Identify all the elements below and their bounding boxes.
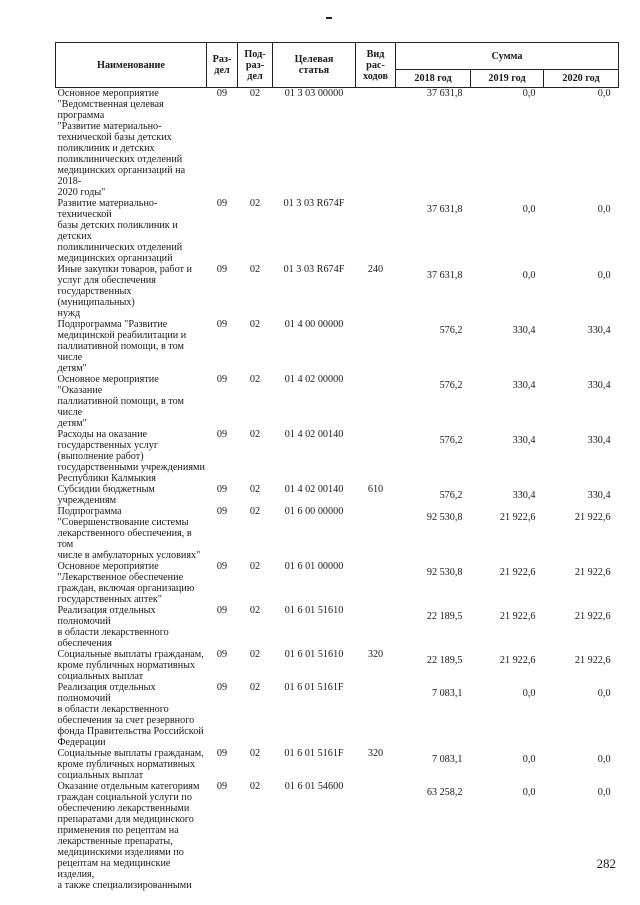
table-row xyxy=(56,319,619,374)
row-target-article: 01 6 01 54600 xyxy=(284,781,344,792)
row-subsection: 02 xyxy=(249,484,261,495)
row-section: 09 xyxy=(216,682,228,693)
row-target-article: 01 6 01 00000 xyxy=(284,561,344,572)
row-sum-2019: 0,0 xyxy=(522,754,536,765)
row-sum-2018: 37 631,8 xyxy=(426,204,463,215)
header-sum: Сумма xyxy=(396,43,619,70)
row-target-article: 01 6 01 51610 xyxy=(284,605,344,616)
row-name: Социальные выплаты гражданам, кроме публичных нормативных социальных выплат xyxy=(57,748,204,781)
row-name: Субсидии бюджетным учреждениям xyxy=(57,484,155,506)
row-section: 09 xyxy=(216,748,228,759)
row-name: Подпрограмма "Совершенствование системы лекарственного обеспечения, в том числе в амбулаторных условиях" xyxy=(57,506,201,561)
row-sum-2018: 576,2 xyxy=(439,490,463,501)
row-expense-type xyxy=(356,198,396,264)
row-target-article: 01 3 03 00000 xyxy=(284,88,344,99)
row-expense-type xyxy=(356,682,396,748)
table-row xyxy=(56,88,619,199)
header-year-2018: 2018 год xyxy=(396,70,471,88)
row-sum-2020: 21 922,6 xyxy=(574,655,611,666)
row-sum-2020: 21 922,6 xyxy=(574,611,611,622)
row-name: Основное мероприятие "Ведомственная целевая программа "Развитие материально- технической базы детских поликлиник и детских поликлинических отделений медицинских организаций на 2018- 2020 годы" xyxy=(57,88,186,198)
row-sum-2020: 330,4 xyxy=(587,435,611,446)
row-section: 09 xyxy=(216,319,228,330)
row-section: 09 xyxy=(216,264,228,275)
row-sum-2019: 0,0 xyxy=(522,88,536,99)
header-expense-type: Вид рас- ходов xyxy=(356,43,396,88)
row-name: Основное мероприятие "Оказание паллиативной помощи, в том числе детям" xyxy=(57,374,185,429)
row-section: 09 xyxy=(216,649,228,660)
row-sum-2019: 0,0 xyxy=(522,270,536,281)
table-row xyxy=(56,605,619,649)
row-subsection: 02 xyxy=(249,506,261,517)
row-sum-2018: 92 530,8 xyxy=(426,512,463,523)
row-target-article: 01 4 00 00000 xyxy=(284,319,344,330)
row-section: 09 xyxy=(216,605,228,616)
table-row xyxy=(56,649,619,682)
row-target-article: 01 4 02 00140 xyxy=(284,484,344,495)
header-dash-mark xyxy=(326,17,332,19)
row-section: 09 xyxy=(216,374,228,385)
row-section: 09 xyxy=(216,561,228,572)
row-expense-type xyxy=(356,374,396,429)
row-target-article: 01 6 01 5161F xyxy=(284,682,344,693)
row-sum-2020: 0,0 xyxy=(597,204,611,215)
row-sum-2018: 37 631,8 xyxy=(426,88,463,99)
row-name: Оказание отдельным категориям граждан социальной услуги по обеспечению лекарственными препаратами для медицинского применения по рецептам на лекарственные препараты, медицинскими изделиями по рецептам на медицинские изделия, а также специализированными xyxy=(57,781,200,891)
row-sum-2019: 21 922,6 xyxy=(499,512,536,523)
row-name: Подпрограмма "Развитие медицинской реабилитации и паллиативной помощи, в том числе детям" xyxy=(57,319,187,374)
row-subsection: 02 xyxy=(249,781,261,792)
row-sum-2019: 330,4 xyxy=(512,435,536,446)
row-section: 09 xyxy=(216,484,228,495)
row-sum-2020: 0,0 xyxy=(597,270,611,281)
row-subsection: 02 xyxy=(249,319,261,330)
row-sum-2018: 7 083,1 xyxy=(431,754,463,765)
row-expense-type: 610 xyxy=(367,484,384,495)
row-sum-2020: 0,0 xyxy=(597,688,611,699)
table-row xyxy=(56,506,619,561)
row-target-article: 01 6 01 5161F xyxy=(284,748,344,759)
row-sum-2020: 0,0 xyxy=(597,88,611,99)
row-sum-2019: 330,4 xyxy=(512,325,536,336)
row-sum-2019: 21 922,6 xyxy=(499,655,536,666)
table-row xyxy=(56,748,619,781)
header-podrazdel: Под- раз- дел xyxy=(238,43,273,88)
row-section: 09 xyxy=(216,429,228,440)
row-sum-2018: 92 530,8 xyxy=(426,567,463,578)
row-subsection: 02 xyxy=(249,88,261,99)
row-expense-type: 320 xyxy=(367,649,384,660)
table-row xyxy=(56,429,619,484)
page-number: 282 xyxy=(596,856,616,871)
row-sum-2020: 330,4 xyxy=(587,380,611,391)
row-target-article: 01 6 00 00000 xyxy=(284,506,344,517)
budget-table xyxy=(55,42,619,891)
row-target-article: 01 6 01 51610 xyxy=(284,649,344,660)
table-row xyxy=(56,198,619,264)
row-target-article: 01 3 03 R674F xyxy=(283,198,345,209)
header-razdel: Раз- дел xyxy=(207,43,238,88)
row-name: Основное мероприятие "Лекарственное обеспечение граждан, включая организацию государственных аптек" xyxy=(57,561,195,605)
row-name: Расходы на оказание государственных услуг (выполнение работ) государственными учреждениями Республики Калмыкия xyxy=(57,429,205,484)
row-sum-2018: 22 189,5 xyxy=(426,655,463,666)
table-row xyxy=(56,682,619,748)
table-row xyxy=(56,374,619,429)
row-subsection: 02 xyxy=(249,374,261,385)
row-expense-type xyxy=(356,429,396,484)
row-sum-2018: 63 258,2 xyxy=(426,787,463,798)
row-target-article: 01 4 02 00140 xyxy=(284,429,344,440)
row-name: Реализация отдельных полномочий в области лекарственного обеспечения xyxy=(57,605,169,649)
row-sum-2019: 330,4 xyxy=(512,380,536,391)
header-name: Наименование xyxy=(56,43,207,88)
row-name: Реализация отдельных полномочий в области лекарственного обеспечения за счет резервного фонда Правительства Российской Федерации xyxy=(57,682,204,748)
row-expense-type xyxy=(356,561,396,605)
row-sum-2020: 0,0 xyxy=(597,754,611,765)
row-expense-type: 240 xyxy=(367,264,384,275)
header-year-2020: 2020 год xyxy=(544,70,619,88)
row-expense-type xyxy=(356,88,396,199)
row-section: 09 xyxy=(216,781,228,792)
row-target-article: 01 4 02 00000 xyxy=(284,374,344,385)
row-subsection: 02 xyxy=(249,561,261,572)
table-row xyxy=(56,781,619,891)
row-subsection: 02 xyxy=(249,748,261,759)
row-expense-type: 320 xyxy=(367,748,384,759)
row-name: Иные закупки товаров, работ и услуг для обеспечения государственных (муниципальных) нужд xyxy=(57,264,192,319)
row-section: 09 xyxy=(216,506,228,517)
row-sum-2019: 0,0 xyxy=(522,688,536,699)
table-header xyxy=(56,43,619,88)
row-sum-2018: 576,2 xyxy=(439,325,463,336)
table-row xyxy=(56,561,619,605)
table-row xyxy=(56,484,619,506)
row-sum-2020: 330,4 xyxy=(587,490,611,501)
table-body xyxy=(56,88,619,892)
row-subsection: 02 xyxy=(249,429,261,440)
header-target-article: Целевая статья xyxy=(273,43,356,88)
row-sum-2020: 21 922,6 xyxy=(574,567,611,578)
row-sum-2020: 330,4 xyxy=(587,325,611,336)
row-sum-2018: 37 631,8 xyxy=(426,270,463,281)
row-name: Развитие материально-технической базы детских поликлиник и детских поликлинических отделений медицинских организаций xyxy=(57,198,183,264)
row-subsection: 02 xyxy=(249,682,261,693)
header-year-2019: 2019 год xyxy=(471,70,544,88)
row-expense-type xyxy=(356,605,396,649)
row-sum-2019: 21 922,6 xyxy=(499,611,536,622)
row-sum-2019: 0,0 xyxy=(522,787,536,798)
row-sum-2018: 576,2 xyxy=(439,380,463,391)
row-section: 09 xyxy=(216,198,228,209)
row-subsection: 02 xyxy=(249,649,261,660)
table-row xyxy=(56,264,619,319)
row-target-article: 01 3 03 R674F xyxy=(283,264,345,275)
row-expense-type xyxy=(356,781,396,891)
row-sum-2020: 21 922,6 xyxy=(574,512,611,523)
row-expense-type xyxy=(356,319,396,374)
row-sum-2020: 0,0 xyxy=(597,787,611,798)
row-sum-2018: 7 083,1 xyxy=(431,688,463,699)
row-expense-type xyxy=(356,506,396,561)
row-sum-2019: 21 922,6 xyxy=(499,567,536,578)
row-sum-2018: 576,2 xyxy=(439,435,463,446)
row-sum-2019: 0,0 xyxy=(522,204,536,215)
row-subsection: 02 xyxy=(249,198,261,209)
row-section: 09 xyxy=(216,88,228,99)
row-sum-2019: 330,4 xyxy=(512,490,536,501)
row-name: Социальные выплаты гражданам, кроме публичных нормативных социальных выплат xyxy=(57,649,204,682)
row-sum-2018: 22 189,5 xyxy=(426,611,463,622)
row-subsection: 02 xyxy=(249,264,261,275)
row-subsection: 02 xyxy=(249,605,261,616)
